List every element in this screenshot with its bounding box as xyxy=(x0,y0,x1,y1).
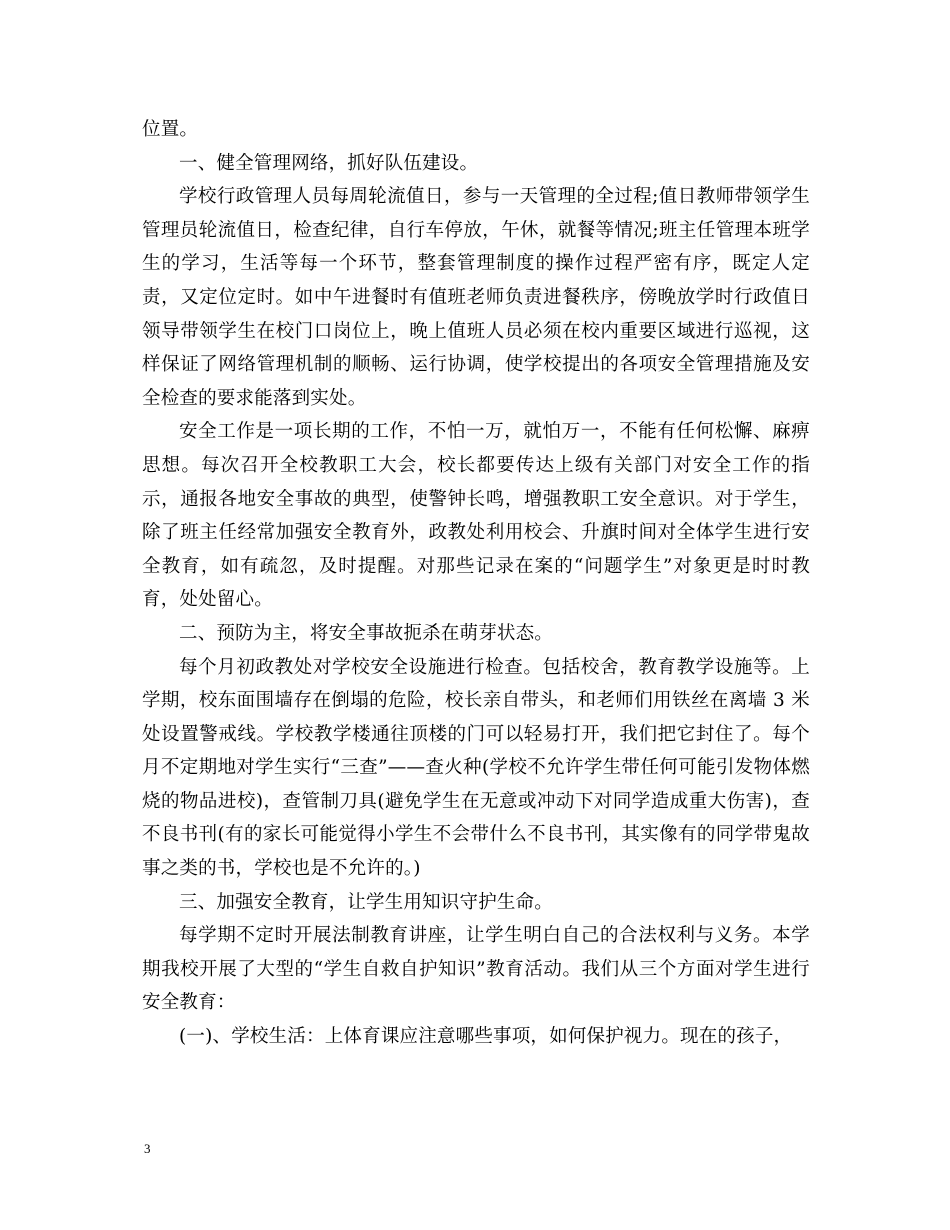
paragraph: 每个月初政教处对学校安全设施进行检查。包括校舍，教育教学设施等。上学期，校东面围墙存在倒塌的危险，校长亲自带头，和老师们用铁丝在离墙 3 米处设置警戒线。学校教学楼通往顶楼的门可以轻易打开，我们把它封住了。每个月不定期地对学生实行“三查”——查火种(学校不允许学生带任何可能引发物体燃烧的物品进校)，查管制刀具(避免学生在无意或冲动下对同学造成重大伤害)，查不良书刊(有的家长可能觉得小学生不会带什么不良书刊，其实像有的同学带鬼故事之类的书，学校也是不允许的。) xyxy=(142,656,810,880)
document-body xyxy=(142,113,810,1054)
section-heading-1: 一、健全管理网络，抓好队伍建设。 xyxy=(179,152,479,174)
paragraph: 每学期不定时开展法制教育讲座，让学生明白自己的合法权利与义务。本学期我校开展了大型的“学生自救自护知识”教育活动。我们从三个方面对学生进行安全教育： xyxy=(142,925,810,1014)
paragraph: (一)、学校生活：上体育课应注意哪些事项，如何保护视力。现在的孩子， xyxy=(179,1026,793,1048)
paragraph: 学校行政管理人员每周轮流值日，参与一天管理的全过程;值日教师带领学生管理员轮流值日，检查纪律，自行车停放，午休，就餐等情况;班主任管理本班学生的学习，生活等每一个环节，整套管理制度的操作过程严密有序，既定人定责，又定位定时。如中午进餐时有值班老师负责进餐秩序，傍晚放学时行政值日领导带领学生在校门口岗位上，晚上值班人员必须在校内重要区域进行巡视，这样保证了网络管理机制的顺畅、运行协调，使学校提出的各项安全管理措施及安全检查的要求能落到实处。 xyxy=(142,186,810,409)
section-heading-2: 二、预防为主，将安全事故扼杀在萌芽状态。 xyxy=(179,622,554,644)
paragraph-continuation: 位置。 xyxy=(142,119,199,140)
section-heading-3: 三、加强安全教育，让学生用知识守护生命。 xyxy=(179,891,554,913)
page-number: 3 xyxy=(144,1141,151,1156)
paragraph: 安全工作是一项长期的工作，不怕一万，就怕万一，不能有任何松懈、麻痹思想。每次召开全校教职工大会，校长都要传达上级有关部门对安全工作的指示，通报各地安全事故的典型，使警钟长鸣，增强教职工安全意识。对于学生，除了班主任经常加强安全教育外，政教处利用校会、升旗时间对全体学生进行安全教育，如有疏忽，及时提醒。对那些记录在案的“问题学生”对象更是时时教育，处处留心。 xyxy=(142,421,810,611)
